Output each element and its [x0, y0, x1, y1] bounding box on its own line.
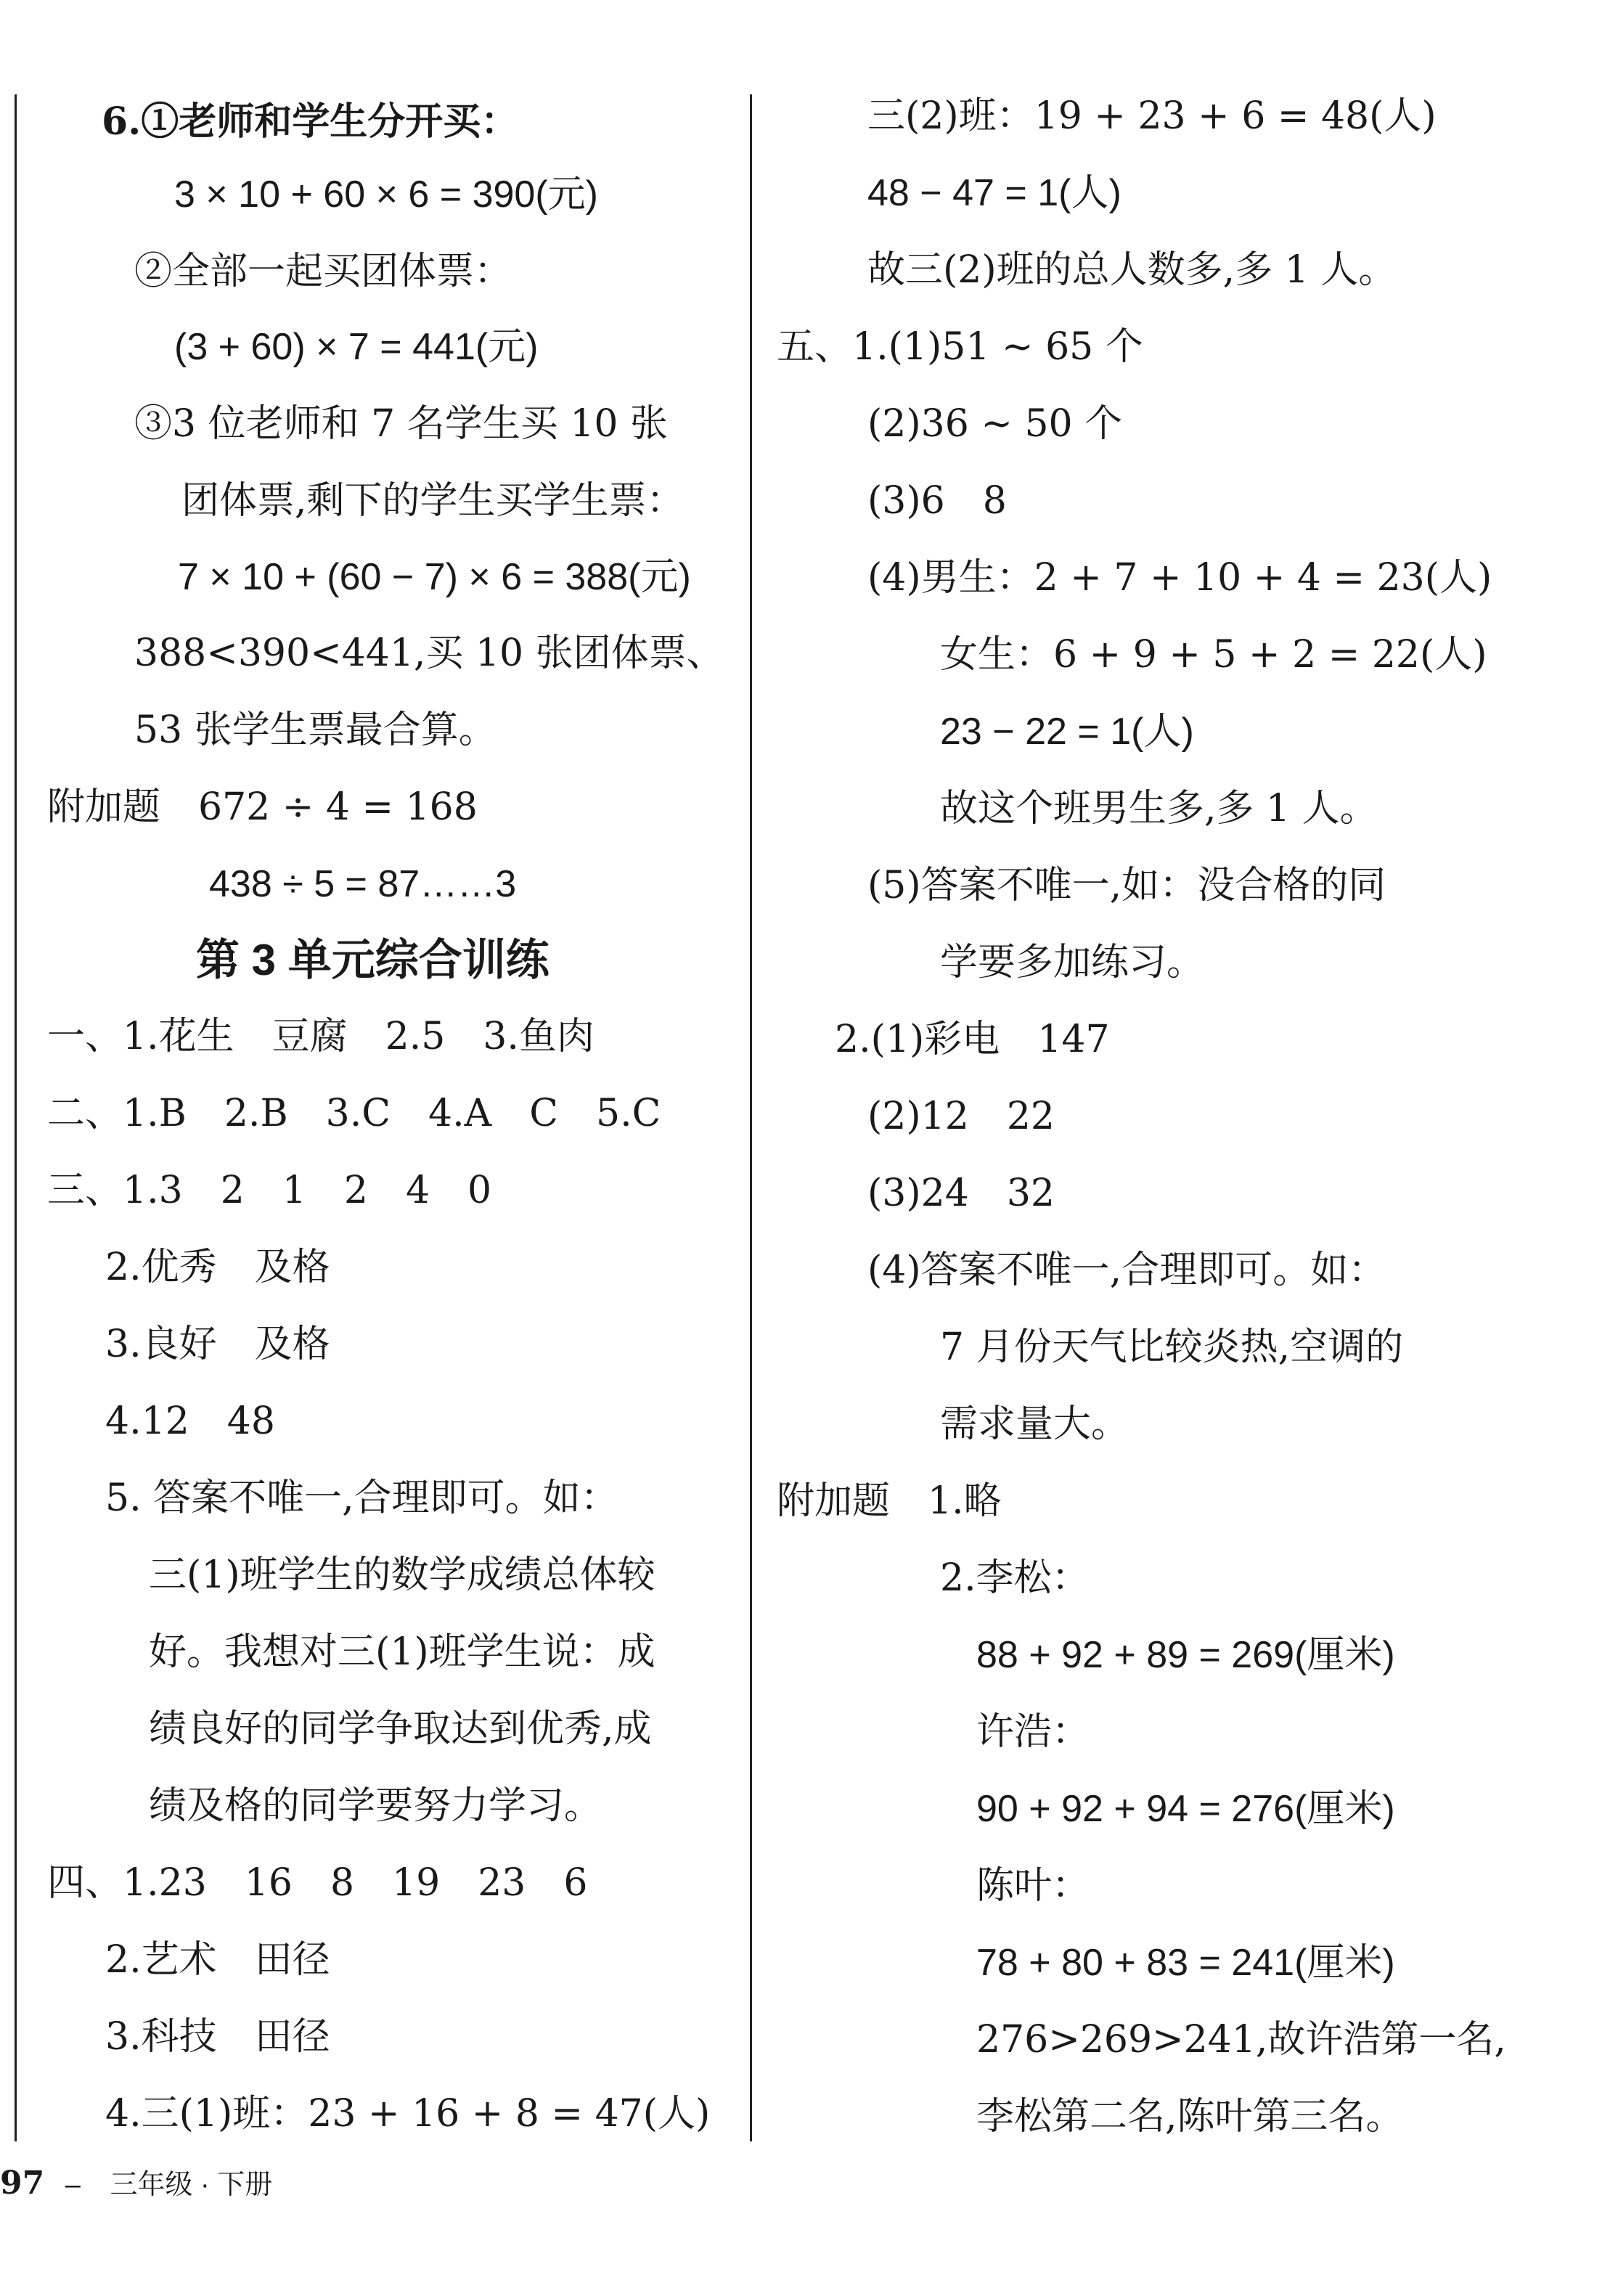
part-5-q2-4: (4)答案不唯一,合理即可。如： [867, 1249, 1386, 1292]
part-4-q4-diff: 48 − 47 = 1(人) [867, 172, 1121, 214]
bonus-xuhao-calc: 90 + 92 + 94 = 276(厘米) [976, 1788, 1395, 1830]
part-5-q2-1: 2.(1)彩电 147 [835, 1018, 1110, 1061]
answer-6-option-3-cont: 团体票,剩下的学生买学生票： [181, 479, 685, 523]
answer-6-heading: 6.①老师和学生分开买： [102, 99, 519, 144]
bonus-ranking: 276>269>241,故许浩第一名, [976, 2018, 1506, 2062]
answer-6-calc-3: 7 × 10 + (60 − 7) × 6 = 388(元) [178, 556, 691, 598]
part-5-q1-3: (3)6 8 [867, 479, 1007, 523]
bonus-xuhao-label: 许浩： [976, 1710, 1090, 1754]
part-5-q1-4-diff: 23 − 22 = 1(人) [940, 711, 1194, 753]
part-4-q1: 四、1.23 16 8 19 23 6 [47, 1861, 588, 1905]
part-5-q2-4-line-3: 需求量大。 [940, 1402, 1129, 1446]
bonus-ranking-cont: 李松第二名,陈叶第三名。 [976, 2095, 1404, 2138]
part-1-answers: 一、1.花生 豆腐 2.5 3.鱼肉 [47, 1015, 595, 1058]
bonus-answers-1: 附加题 1.略 [777, 1479, 1002, 1523]
part-3-q5: 5. 答案不唯一,合理即可。如： [105, 1476, 618, 1520]
bonus-chenye-calc: 78 + 80 + 83 = 241(厘米) [976, 1942, 1395, 1984]
part-5-q1-4-girls: 女生：6 + 9 + 5 + 2 = 22(人) [940, 633, 1487, 677]
left-margin-rule [15, 94, 17, 2141]
answer-6-option-2: ②全部一起买团体票： [134, 250, 512, 293]
page-footer [0, 2167, 272, 2202]
answer-6-calc-2: (3 + 60) × 7 = 441(元) [174, 326, 539, 368]
answer-6-conclusion: 53 张学生票最合算。 [134, 708, 497, 752]
part-5-q1-5-cont: 学要多加练习。 [940, 941, 1205, 984]
part-4-q2: 2.艺术 田径 [105, 1938, 330, 1982]
section-title: 第 3 单元综合训练 [196, 936, 549, 984]
bonus-chenye-label: 陈叶： [976, 1864, 1090, 1908]
footer-dash: – [65, 2170, 81, 2200]
part-4-q4-conclusion: 故三(2)班的总人数多,多 1 人。 [867, 248, 1397, 292]
part-5-q1-4-boys: (4)男生：2 + 7 + 10 + 4 = 23(人) [867, 556, 1492, 600]
bonus-answers-2: 2.李松： [940, 1556, 1090, 1600]
part-5-q1-4-conclusion: 故这个班男生多,多 1 人。 [940, 787, 1378, 830]
answer-6-option-3: ③3 位老师和 7 名学生买 10 张 [134, 402, 668, 446]
part-4-q4-class-2: 三(2)班：19 + 23 + 6 = 48(人) [867, 94, 1437, 138]
part-3-q2: 2.优秀 及格 [105, 1246, 330, 1289]
part-5-q2-3: (3)24 32 [867, 1172, 1055, 1215]
part-5-q1-1: 五、1.(1)51 ~ 65 个 [777, 325, 1143, 369]
part-3-q5-line-2: 三(1)班学生的数学成绩总体较 [149, 1553, 655, 1597]
part-4-q4: 4.三(1)班：23 + 16 + 8 = 47(人) [105, 2092, 711, 2136]
page-number: 97 [0, 2165, 45, 2202]
part-5-q2-4-line-2: 7 月份天气比较炎热,空调的 [940, 1325, 1404, 1369]
part-3-q3: 3.良好 及格 [105, 1323, 330, 1366]
footer-book-label: 三年级 · 下册 [110, 2170, 273, 2200]
part-3-q4: 4.12 48 [105, 1400, 275, 1443]
part-3-q5-line-3: 好。我想对三(1)班学生说：成 [149, 1630, 655, 1674]
bonus-question-2: 438 ÷ 5 = 87……3 [209, 863, 517, 905]
part-5-q2-2: (2)12 22 [867, 1095, 1055, 1138]
part-5-q1-5: (5)答案不唯一,如：没合格的同 [867, 864, 1386, 907]
bonus-lisong-calc: 88 + 92 + 89 = 269(厘米) [976, 1634, 1395, 1676]
part-2-answers: 二、1.B 2.B 3.C 4.A C 5.C [47, 1092, 661, 1135]
answer-6-compare: 388<390<441,买 10 张团体票、 [134, 632, 724, 675]
answer-6-calc-1: 3 × 10 + 60 × 6 = 390(元) [174, 173, 598, 216]
part-4-q3: 3.科技 田径 [105, 2015, 330, 2059]
part-3-q5-line-5: 绩及格的同学要努力学习。 [149, 1784, 602, 1828]
bonus-question-1: 附加题 672 ÷ 4 = 168 [47, 785, 478, 829]
part-3-q5-line-4: 绩良好的同学争取达到优秀,成 [149, 1707, 652, 1751]
part-5-q1-2: (2)36 ~ 50 个 [867, 402, 1123, 446]
center-column-rule [750, 94, 752, 2141]
part-3-q1: 三、1.3 2 1 2 4 0 [47, 1169, 492, 1212]
